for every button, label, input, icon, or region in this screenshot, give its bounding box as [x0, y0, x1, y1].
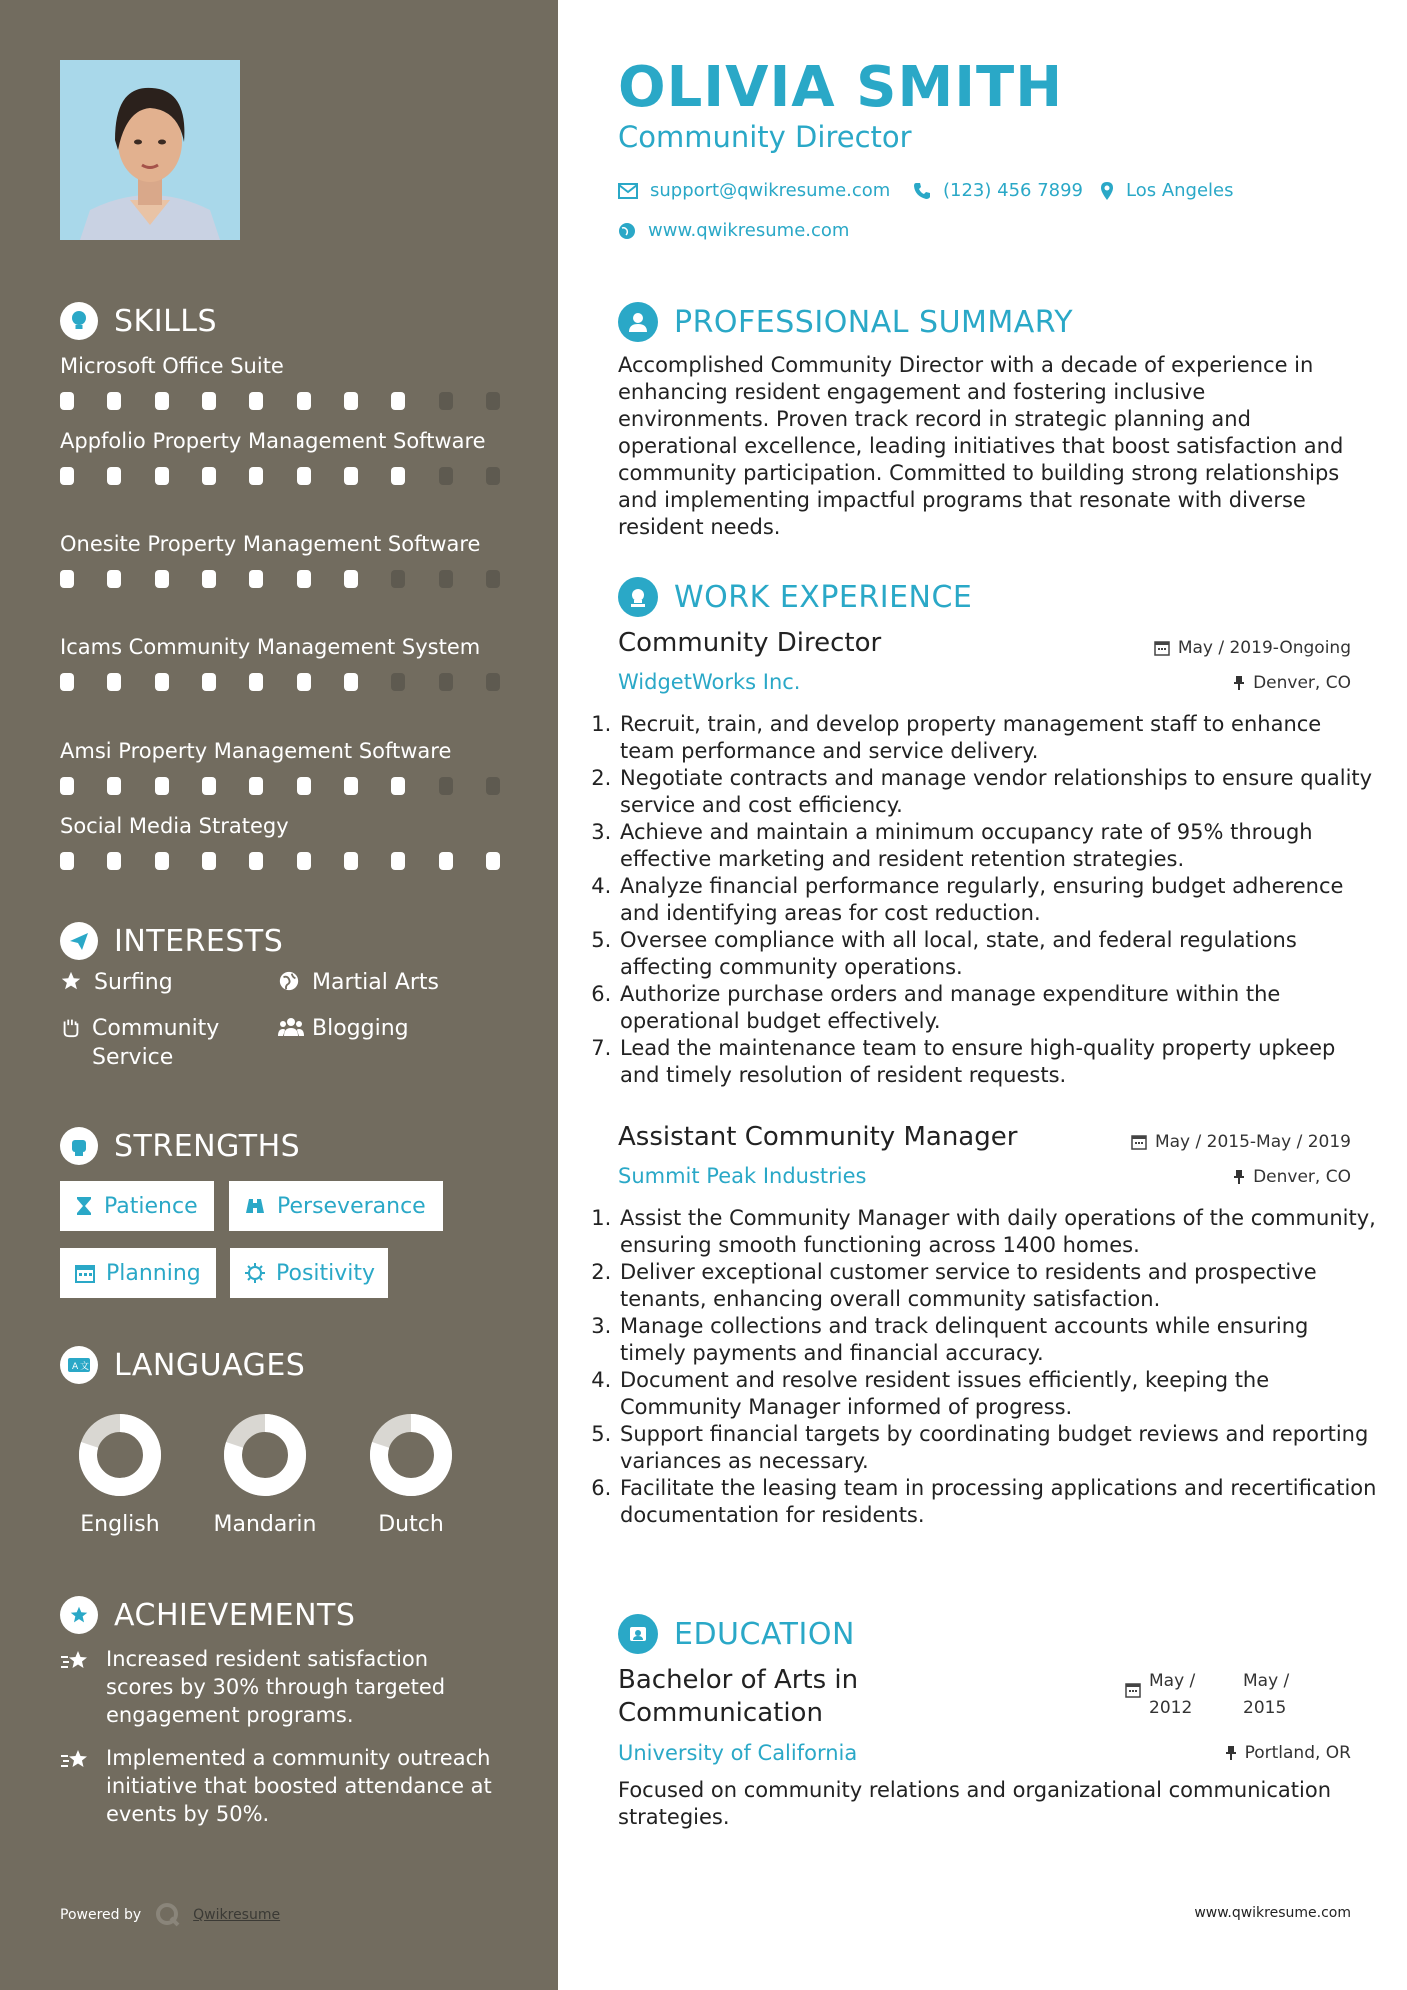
skill-dot — [60, 570, 74, 588]
hourglass-icon — [74, 1195, 94, 1217]
profile-photo — [60, 60, 240, 240]
skill-item — [60, 530, 500, 588]
briefcase-icon — [618, 577, 658, 617]
duty-item: 4. Analyze financial performance regularly, ensuring budget adherence and identifying areas for cost reduction. — [618, 873, 1378, 927]
interest-blogging: Blogging — [278, 1014, 409, 1046]
skill-dot — [249, 392, 263, 410]
skill-dot — [486, 570, 500, 588]
skill-dot — [155, 673, 169, 691]
skill-dot — [249, 673, 263, 691]
skill-dot — [344, 467, 358, 485]
skill-item — [60, 812, 500, 870]
map-pin-icon — [1100, 181, 1114, 201]
skill-rating — [60, 777, 500, 795]
skill-dot — [486, 392, 500, 410]
skill-name: Icams Community Management System — [60, 635, 481, 659]
skill-dot — [297, 570, 311, 588]
strength-perseverance: Perseverance — [229, 1181, 443, 1231]
skill-rating — [60, 570, 500, 588]
duty-item: 2. Negotiate contracts and manage vendor relationships to ensure quality service and cost efficiency. — [618, 765, 1378, 819]
interest-martial-arts: Martial Arts — [278, 968, 439, 1000]
strength-planning: Planning — [60, 1248, 216, 1298]
job-title: Assistant Community Manager — [618, 1122, 1018, 1152]
language-mandarin: Mandarin — [205, 1410, 325, 1537]
skill-dot — [60, 392, 74, 410]
graduation-icon — [618, 1614, 658, 1654]
skills-heading: SKILLS — [60, 302, 217, 340]
contact-location: Los Angeles — [1100, 180, 1234, 201]
skill-dot — [202, 467, 216, 485]
duty-item: 3. Achieve and maintain a minimum occupancy rate of 95% through effective marketing and resident retention strategies. — [618, 819, 1378, 873]
calendar-icon — [1154, 640, 1170, 656]
languages-heading: A 文 LANGUAGES — [60, 1346, 305, 1384]
language-ring — [75, 1410, 165, 1500]
duty-item: 1. Recruit, train, and develop property management staff to enhance team performance and service delivery. — [618, 711, 1378, 765]
job-dates: May / 2019-Ongoing — [1154, 638, 1351, 658]
pin-icon — [1225, 1745, 1237, 1761]
skill-dot — [486, 467, 500, 485]
language-icon — [60, 1346, 98, 1384]
skill-dot — [344, 777, 358, 795]
skill-dot — [439, 852, 453, 870]
calendar-icon — [74, 1262, 96, 1284]
job-location: Denver, CO — [1233, 1167, 1351, 1187]
skill-dot — [344, 392, 358, 410]
skill-dot — [486, 673, 500, 691]
skill-dot — [344, 570, 358, 588]
main-content — [558, 0, 1407, 1990]
skill-name: Social Media Strategy — [60, 814, 289, 838]
skill-dot — [486, 852, 500, 870]
skill-name: Amsi Property Management Software — [60, 739, 452, 763]
skill-dot — [249, 570, 263, 588]
sun-icon — [244, 1262, 266, 1284]
skill-dot — [202, 673, 216, 691]
skill-dot — [297, 467, 311, 485]
skill-dot — [60, 467, 74, 485]
skill-rating — [60, 392, 500, 410]
phone-icon — [913, 182, 931, 200]
strength-positivity: Positivity — [230, 1248, 388, 1298]
star-burst-icon — [60, 1748, 90, 1828]
skill-dot — [344, 852, 358, 870]
skill-dot — [344, 673, 358, 691]
globe-icon — [278, 970, 302, 1000]
lightbulb-icon — [60, 302, 98, 340]
school-name: University of California — [618, 1741, 858, 1765]
experience-heading: WORK EXPERIENCE — [618, 577, 972, 617]
duty-item: 5. Oversee compliance with all local, state, and federal regulations affecting community operations. — [618, 927, 1378, 981]
summary-text: Accomplished Community Director with a decade of experience in enhancing resident engagement and fostering inclusive environments. Proven track record in strategic planning and operational excellence, leading initiatives that boost satisfaction and community participation. Committed to building strong relationships and implementing impactful programs that resonate with diverse resident needs. — [618, 353, 1344, 539]
company-name: WidgetWorks Inc. — [618, 670, 801, 694]
achievement-item: Implemented a community outreach initiative that boosted attendance at events by 50%. — [60, 1744, 500, 1828]
skill-dot — [439, 673, 453, 691]
skill-rating — [60, 467, 500, 485]
skill-dot — [439, 570, 453, 588]
skill-dot — [155, 467, 169, 485]
skill-dot — [249, 852, 263, 870]
candidate-name: OLIVIA SMITH — [618, 55, 1064, 120]
skill-dot — [107, 852, 121, 870]
interest-surfing: Surfing — [60, 968, 173, 1000]
skill-dot — [202, 777, 216, 795]
skill-dot — [391, 673, 405, 691]
job-duties — [594, 1205, 1378, 1529]
skill-item — [60, 737, 500, 795]
skill-dot — [439, 392, 453, 410]
skill-dot — [107, 570, 121, 588]
summary-heading: PROFESSIONAL SUMMARY — [618, 302, 1073, 342]
skill-dot — [249, 777, 263, 795]
skill-dot — [439, 467, 453, 485]
powered-by: Powered by Qwikresume — [60, 1902, 280, 1928]
language-english: English — [60, 1410, 180, 1537]
company-name: Summit Peak Industries — [618, 1164, 867, 1188]
job-dates: May / 2015-May / 2019 — [1131, 1132, 1351, 1152]
contact-phone[interactable]: (123) 456 7899 — [913, 180, 1083, 201]
skill-dot — [297, 777, 311, 795]
skill-dot — [107, 777, 121, 795]
skill-dot — [297, 673, 311, 691]
strengths-heading: STRENGTHS — [60, 1127, 300, 1165]
skill-dot — [439, 777, 453, 795]
skill-dot — [155, 852, 169, 870]
skill-item — [60, 633, 500, 691]
skill-rating — [60, 852, 500, 870]
skill-dot — [297, 392, 311, 410]
globe-icon — [618, 222, 636, 240]
interests-heading: INTERESTS — [60, 922, 283, 960]
calendar-icon — [1125, 1682, 1141, 1698]
trophy-star-icon — [60, 1596, 98, 1634]
skill-dot — [391, 467, 405, 485]
sidebar — [0, 0, 558, 1990]
duty-item: 2. Deliver exceptional customer service to residents and prospective tenants, enhancing overall community satisfaction. — [618, 1259, 1378, 1313]
skill-dot — [202, 570, 216, 588]
skill-dot — [155, 570, 169, 588]
contact-website[interactable]: www.qwikresume.com — [618, 220, 849, 241]
fist-icon — [60, 1127, 98, 1165]
education-description: Focused on community relations and organizational communication strategies. — [618, 1778, 1332, 1829]
skill-dot — [107, 392, 121, 410]
skill-dot — [391, 570, 405, 588]
star-burst-icon — [60, 1649, 90, 1729]
job-title: Community Director — [618, 628, 882, 658]
duty-item: 7. Lead the maintenance team to ensure high-quality property upkeep and timely resolution of resident requests. — [618, 1035, 1378, 1089]
skill-item — [60, 352, 500, 410]
language-ring — [366, 1410, 456, 1500]
education-location: Portland, OR — [1225, 1743, 1351, 1763]
skill-dot — [202, 392, 216, 410]
footer-site-link[interactable]: www.qwikresume.com — [1194, 1905, 1351, 1921]
duty-item: 3. Manage collections and track delinquent accounts while ensuring timely payments and financial accuracy. — [618, 1313, 1378, 1367]
language-ring — [220, 1410, 310, 1500]
skill-dot — [155, 777, 169, 795]
education-dates: May / 2012 May / 2015 — [1125, 1668, 1313, 1722]
interest-community-service: Community Service — [60, 1014, 260, 1072]
strength-patience: Patience — [60, 1181, 214, 1231]
qwikresume-logo-icon — [155, 1902, 181, 1928]
contact-email[interactable]: support@qwikresume.com — [618, 180, 890, 201]
achievements-heading: ACHIEVEMENTS — [60, 1596, 355, 1634]
qwikresume-link[interactable]: Qwikresume — [193, 1907, 281, 1923]
envelope-icon — [618, 183, 638, 199]
user-icon — [618, 302, 658, 342]
job-location: Denver, CO — [1233, 673, 1351, 693]
skill-dot — [391, 392, 405, 410]
skill-rating — [60, 673, 500, 691]
skill-dot — [391, 777, 405, 795]
duty-item: 5. Support financial targets by coordinating budget reviews and reporting variances as necessary. — [618, 1421, 1378, 1475]
education-heading: EDUCATION — [618, 1614, 855, 1654]
skill-dot — [297, 852, 311, 870]
skill-name: Onesite Property Management Software — [60, 532, 481, 556]
pin-icon — [1233, 675, 1245, 691]
hand-icon — [60, 1016, 82, 1046]
star-icon — [60, 970, 84, 1000]
skill-name: Appfolio Property Management Software — [60, 429, 486, 453]
skill-name: Microsoft Office Suite — [60, 354, 284, 378]
svg-text:A: A — [72, 1362, 79, 1372]
skill-dot — [107, 467, 121, 485]
paper-plane-icon — [60, 922, 98, 960]
language-dutch: Dutch — [351, 1410, 471, 1537]
candidate-title: Community Director — [618, 120, 912, 154]
job-duties — [594, 711, 1378, 1089]
calendar-icon — [1131, 1134, 1147, 1150]
skill-dot — [107, 673, 121, 691]
users-icon — [278, 1016, 302, 1046]
achievement-item: Increased resident satisfaction scores by 30% through targeted engagement programs. — [60, 1645, 500, 1729]
duty-item: 6. Facilitate the leasing team in processing applications and recertification documentation for residents. — [618, 1475, 1378, 1529]
skill-dot — [60, 673, 74, 691]
duty-item: 1. Assist the Community Manager with daily operations of the community, ensuring smooth functioning across 1400 homes. — [618, 1205, 1378, 1259]
duty-item: 6. Authorize purchase orders and manage expenditure within the operational budget effectively. — [618, 981, 1378, 1035]
binoculars-icon — [243, 1195, 267, 1217]
pin-icon — [1233, 1169, 1245, 1185]
skill-dot — [391, 852, 405, 870]
skill-dot — [486, 777, 500, 795]
skill-item — [60, 427, 500, 485]
skill-dot — [249, 467, 263, 485]
skill-dot — [202, 852, 216, 870]
skill-dot — [60, 777, 74, 795]
degree: Bachelor of Arts in Communication — [618, 1665, 859, 1728]
skill-dot — [155, 392, 169, 410]
svg-text:文: 文 — [80, 1362, 90, 1372]
duty-item: 4. Document and resolve resident issues efficiently, keeping the Community Manager informed of progress. — [618, 1367, 1378, 1421]
skill-dot — [60, 852, 74, 870]
